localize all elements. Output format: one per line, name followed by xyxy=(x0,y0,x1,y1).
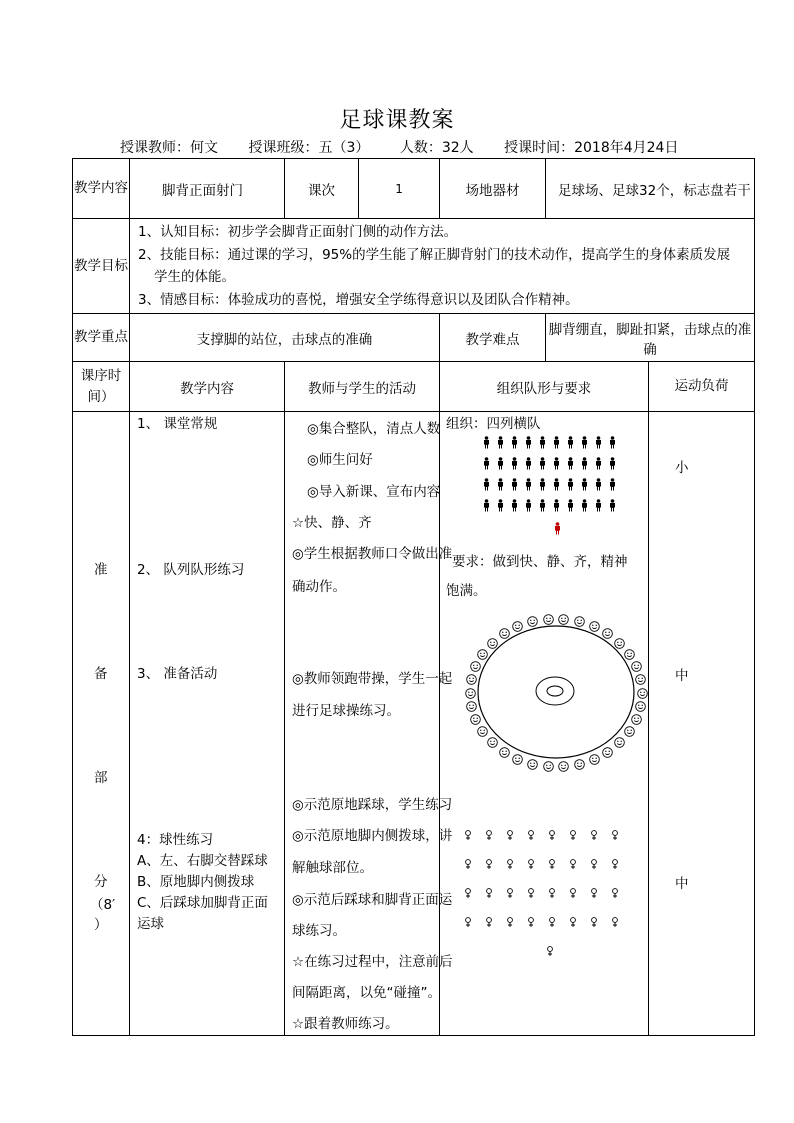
activity-line: 进行足球操练习。 xyxy=(292,703,400,719)
goal-emotion: 3、情感目标：体验成功的喜悦，增强安全学练得意识以及团队合作精神。 xyxy=(138,291,579,308)
player-symbol-icon xyxy=(485,830,493,844)
col-time-header: 课序时间） xyxy=(73,362,130,412)
player-symbol-icon xyxy=(548,859,556,873)
formation-org: 组织：四列横队 xyxy=(446,416,541,432)
smiley-face-icon xyxy=(499,746,510,757)
lesson-number: 1 xyxy=(359,159,440,219)
activity-line: ◎师生问好 xyxy=(307,452,373,468)
smiley-face-icon xyxy=(602,746,613,757)
player-symbol-icon xyxy=(527,917,535,931)
row-focus xyxy=(73,314,755,362)
player-symbol-icon xyxy=(485,888,493,902)
smiley-face-icon xyxy=(558,760,569,771)
smiley-face-icon xyxy=(614,637,625,648)
smiley-face-icon xyxy=(631,713,642,724)
student-figure-icon xyxy=(538,436,547,453)
student-figure-icon xyxy=(580,457,589,474)
smiley-face-icon xyxy=(574,615,585,626)
item-ballwork-a: A、左、右脚交替踩球 xyxy=(137,853,268,869)
smiley-face-icon xyxy=(466,700,477,711)
student-figure-icon xyxy=(608,499,617,516)
player-symbol-icon xyxy=(464,830,472,844)
player-symbol-icon xyxy=(590,917,598,931)
smiley-face-icon xyxy=(602,627,613,638)
activity-line: 确动作。 xyxy=(292,579,346,595)
row-headers xyxy=(73,362,755,412)
phase-time: （8′ xyxy=(90,897,116,913)
smiley-face-icon xyxy=(487,736,498,747)
student-figure-icon xyxy=(566,457,575,474)
student-figure-icon xyxy=(580,436,589,453)
phase-char-3: 部 xyxy=(94,770,108,786)
ballwork-formation xyxy=(464,830,634,960)
equipment-label: 场地器材 xyxy=(440,159,546,219)
student-figure-icon xyxy=(538,457,547,474)
player-symbol-icon xyxy=(611,888,619,902)
player-symbol-icon xyxy=(464,859,472,873)
player-symbol-icon xyxy=(548,830,556,844)
page-title: 足球课教案 xyxy=(339,108,455,133)
load-value: 中 xyxy=(675,668,689,684)
smiley-face-icon xyxy=(589,753,600,764)
student-figure-icon xyxy=(552,436,561,453)
smiley-face-icon xyxy=(631,660,642,671)
player-symbol-icon xyxy=(506,859,514,873)
student-figure-icon xyxy=(552,478,561,495)
smiley-face-icon xyxy=(466,673,477,684)
activity-line: ◎示范后踩球和脚背正面运 xyxy=(292,892,453,908)
smiley-face-icon xyxy=(477,648,488,659)
student-figure-icon xyxy=(580,499,589,516)
student-figure-icon xyxy=(496,457,505,474)
activity-line: ◎学生根据教师口令做出准 xyxy=(292,546,453,562)
player-symbol-icon xyxy=(506,917,514,931)
smiley-face-icon xyxy=(527,615,538,626)
four-rank-formation xyxy=(482,436,622,512)
col-content-header: 教学内容 xyxy=(130,362,285,412)
item-ballwork: 4：球性练习 xyxy=(137,832,214,848)
smiley-face-icon xyxy=(499,627,510,638)
smiley-face-icon xyxy=(624,648,635,659)
student-figure-icon xyxy=(594,478,603,495)
phase-char-1: 准 xyxy=(94,562,108,578)
player-symbol-icon xyxy=(611,830,619,844)
player-symbol-icon xyxy=(548,917,556,931)
lesson-label: 课次 xyxy=(285,159,359,219)
player-symbol-icon xyxy=(590,888,598,902)
phase-cell xyxy=(73,412,130,1036)
smiley-face-icon xyxy=(527,758,538,769)
student-figure-icon xyxy=(496,478,505,495)
player-symbol-icon xyxy=(464,917,472,931)
student-figure-icon xyxy=(608,478,617,495)
smiley-face-icon xyxy=(635,673,646,684)
smiley-face-icon xyxy=(487,637,498,648)
class-name: 授课班级：五（3） xyxy=(248,140,370,156)
player-symbol-icon xyxy=(569,859,577,873)
student-figure-icon xyxy=(510,478,519,495)
smiley-face-icon xyxy=(470,660,481,671)
student-figure-icon xyxy=(524,457,533,474)
player-symbol-icon xyxy=(569,917,577,931)
student-figure-icon xyxy=(482,478,491,495)
student-figure-icon xyxy=(580,478,589,495)
student-figure-icon xyxy=(594,436,603,453)
item-ballwork-b: B、原地脚内侧拨球 xyxy=(137,874,255,890)
item-ballwork-c-cont: 运球 xyxy=(137,916,164,932)
player-symbol-icon xyxy=(527,888,535,902)
smiley-face-icon xyxy=(477,725,488,736)
goal-skill-cont: 学生的体能。 xyxy=(154,269,235,285)
player-symbol-icon xyxy=(611,859,619,873)
player-symbol-icon xyxy=(506,888,514,902)
goals-label: 教学目标 xyxy=(73,219,130,314)
activity-line: 球练习。 xyxy=(292,923,346,939)
content-label: 教学内容 xyxy=(73,159,130,219)
row-goals xyxy=(73,219,755,314)
phase-char-2: 备 xyxy=(94,666,108,682)
player-symbol-icon xyxy=(546,946,554,960)
student-figure-icon xyxy=(594,499,603,516)
student-figure-icon xyxy=(594,457,603,474)
row-content xyxy=(73,159,755,219)
student-figure-icon xyxy=(510,436,519,453)
student-figure-icon xyxy=(566,478,575,495)
player-symbol-icon xyxy=(590,859,598,873)
load-value: 中 xyxy=(675,876,689,892)
smiley-face-icon xyxy=(637,687,648,698)
col-activity-header: 教师与学生的活动 xyxy=(285,362,440,412)
player-symbol-icon xyxy=(611,917,619,931)
smiley-face-icon xyxy=(543,613,554,624)
student-figure-icon xyxy=(538,499,547,516)
student-figure-icon xyxy=(566,499,575,516)
student-figure-icon xyxy=(552,499,561,516)
smiley-face-icon xyxy=(635,700,646,711)
col-load-header: 运动负荷 xyxy=(649,362,755,412)
student-figure-icon xyxy=(608,457,617,474)
student-figure-icon xyxy=(496,499,505,516)
smiley-face-icon xyxy=(589,620,600,631)
formation-req-cont: 饱满。 xyxy=(446,583,487,599)
item-routine: 1、 课堂常规 xyxy=(137,416,218,432)
smiley-face-icon xyxy=(624,725,635,736)
student-figure-icon xyxy=(538,478,547,495)
activity-line: 解触球部位。 xyxy=(292,860,373,876)
lesson-plan-table xyxy=(72,158,755,1036)
phase-char-4: 分 xyxy=(94,874,108,890)
player-symbol-icon xyxy=(506,830,514,844)
smiley-face-icon xyxy=(470,713,481,724)
smiley-face-icon xyxy=(512,753,523,764)
activity-line: ☆快、静、齐 xyxy=(292,515,372,531)
player-symbol-icon xyxy=(527,859,535,873)
item-warmup: 3、 准备活动 xyxy=(137,666,218,682)
player-symbol-icon xyxy=(464,888,472,902)
student-figure-icon xyxy=(496,436,505,453)
student-figure-icon xyxy=(524,478,533,495)
difficulty-value: 脚背绷直，脚趾扣紧，击球点的准确 xyxy=(546,314,755,362)
item-ballwork-c: C、后踩球加脚背正面 xyxy=(137,895,268,911)
equipment-value: 足球场、足球32个，标志盘若干 xyxy=(546,159,755,219)
smiley-face-icon xyxy=(614,736,625,747)
goals-list xyxy=(130,219,755,314)
teacher-figure xyxy=(553,522,562,539)
content-value: 脚背正面射门 xyxy=(130,159,285,219)
player-symbol-icon xyxy=(569,830,577,844)
load-value: 小 xyxy=(675,460,689,476)
goal-skill: 2、技能目标：通过课的学习，95%的学生能了解正脚背射门的技术动作，提高学生的身体素质发展 xyxy=(138,246,731,263)
activity-cell xyxy=(285,412,453,1036)
student-count: 人数：32人 xyxy=(399,140,474,156)
smiley-face-icon xyxy=(574,758,585,769)
player-symbol-icon xyxy=(527,830,535,844)
player-symbol-icon xyxy=(590,830,598,844)
focus-label: 教学重点 xyxy=(73,314,130,362)
content-cell xyxy=(130,412,285,1036)
formation-req: 要求：做到快、静、齐，精神 xyxy=(452,554,628,570)
student-figure-icon xyxy=(510,499,519,516)
lesson-date: 授课时间：2018年4月24日 xyxy=(504,140,679,156)
smiley-face-icon xyxy=(543,760,554,771)
student-figure-icon xyxy=(566,436,575,453)
col-formation-header: 组织队形与要求 xyxy=(440,362,649,412)
activity-line: ◎教师领跑带操，学生一起 xyxy=(292,671,453,687)
teacher-name: 授课教师：何文 xyxy=(120,140,218,156)
student-figure-icon xyxy=(552,457,561,474)
goal-cognitive: 1、认知目标：初步学会脚背正面射门侧的动作方法。 xyxy=(138,224,458,240)
activity-line: ◎导入新课、宣布内容 xyxy=(307,484,441,500)
activity-line: ☆跟着教师练习。 xyxy=(292,1016,399,1032)
activity-line: ◎示范原地脚内侧拨球，讲 xyxy=(292,828,453,844)
student-figure-icon xyxy=(482,499,491,516)
activity-line: ◎示范原地踩球，学生练习 xyxy=(292,797,453,813)
player-symbol-icon xyxy=(548,888,556,902)
row-prep xyxy=(73,412,755,1036)
activity-line: ◎集合整队，清点人数 xyxy=(307,421,441,437)
warmup-circle-diagram xyxy=(464,612,654,772)
load-cell xyxy=(649,412,755,1036)
activity-line: ☆在练习过程中，注意前后 xyxy=(292,954,453,970)
formation-cell xyxy=(440,412,649,1036)
lesson-meta xyxy=(120,137,678,157)
smiley-face-icon xyxy=(558,613,569,624)
focus-value: 支撑脚的站位，击球点的准确 xyxy=(130,314,440,362)
student-figure-icon xyxy=(482,436,491,453)
smiley-face-icon xyxy=(465,687,476,698)
smiley-face-icon xyxy=(512,620,523,631)
student-figure-icon xyxy=(524,436,533,453)
activity-line: 间隔距离，以免“碰撞”。 xyxy=(292,985,441,1001)
player-symbol-icon xyxy=(485,859,493,873)
difficulty-label: 教学难点 xyxy=(440,314,546,362)
player-symbol-icon xyxy=(569,888,577,902)
student-figure-icon xyxy=(608,436,617,453)
student-figure-icon xyxy=(482,457,491,474)
item-drill: 2、 队列队形练习 xyxy=(137,562,245,578)
phase-time-end: ） xyxy=(94,917,108,933)
player-symbol-icon xyxy=(485,917,493,931)
student-figure-icon xyxy=(510,457,519,474)
student-figure-icon xyxy=(524,499,533,516)
